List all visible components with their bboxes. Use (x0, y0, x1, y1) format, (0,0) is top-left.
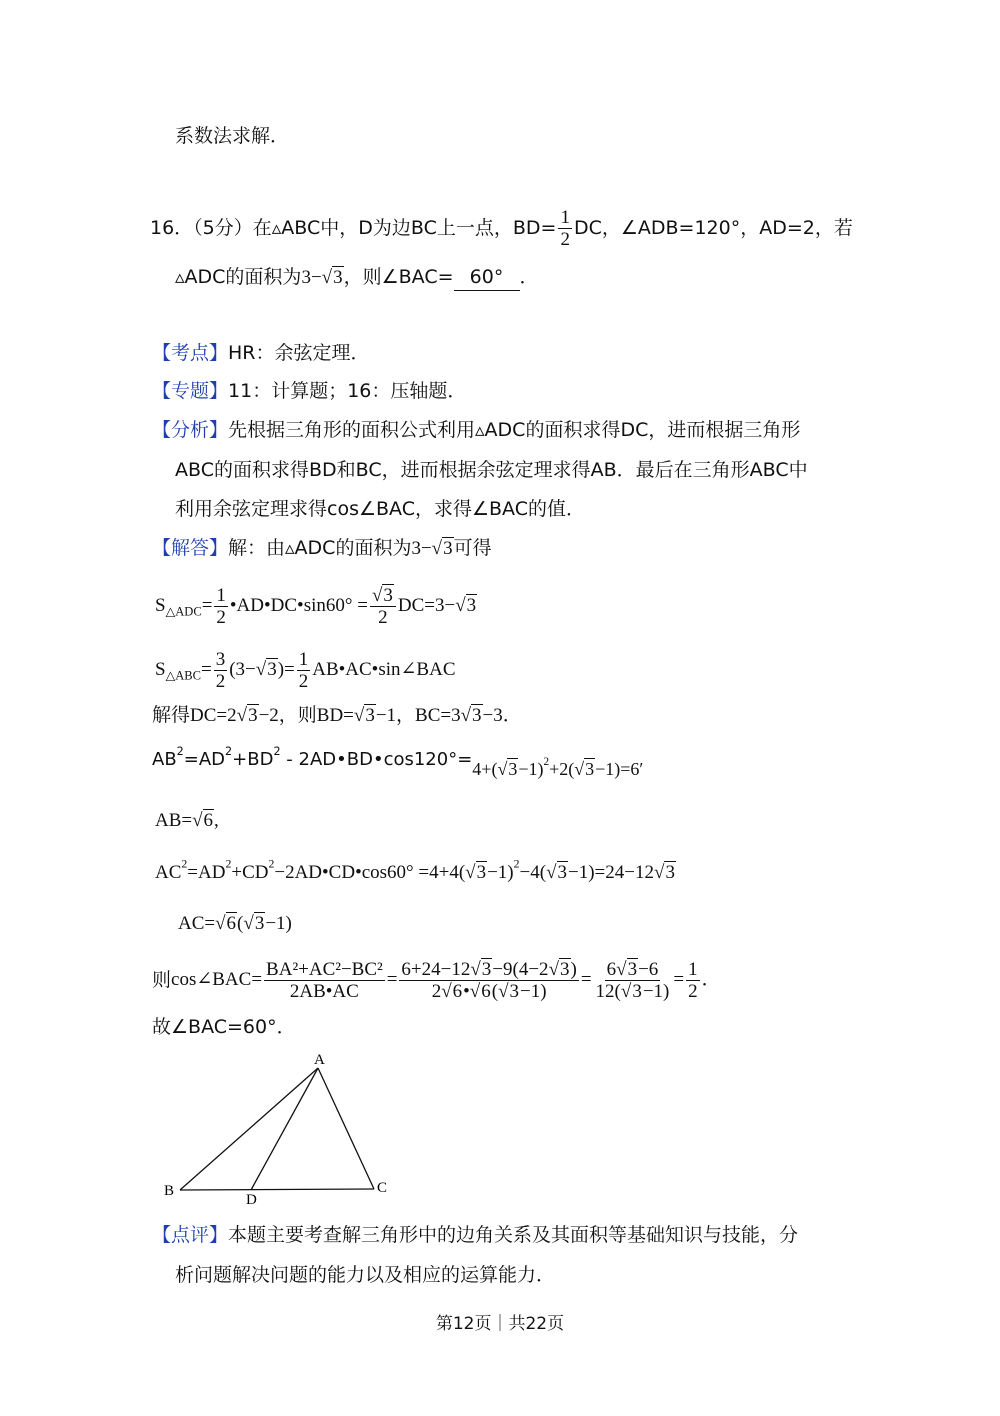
formula-ab-squared: $AB^2=AD^2+BD^2$ - $2AD•BD•\cos 120^\circ=4+(√3-1)^2+2(√3-1)=6'$ (152, 744, 644, 779)
three-minus-root3: 3−√3 (301, 267, 343, 288)
zhuanti-tag: 【专题】 (152, 380, 229, 402)
segment-ab (180, 1068, 318, 1190)
fenxi-line3: 利用余弦定理求得cos∠BAC，求得∠BAC的值． (175, 498, 585, 520)
page-footer: 第12页｜共22页 (435, 1314, 565, 1334)
q16-text-b: DC，∠ADB=120°，AD=2，若 (573, 217, 853, 239)
three-minus-root3: 3−√3 (411, 538, 453, 559)
fenxi-tag: 【分析】 (152, 419, 229, 441)
formula-ac: AC=√6(√3−1) (178, 913, 292, 934)
conclusion-line: 故∠BAC=60°． (152, 1016, 296, 1038)
solve-line: 解得DC=2√3−2，则BD=√3−1，BC=3√3−3． (152, 705, 522, 726)
q16-text-a: 16．（5分）在▵ABC中，D为边BC上一点，BD= (150, 217, 557, 239)
fraction-one-half: $\frac{1}{2}$ (560, 207, 570, 250)
dianping-line2: 析问题解决问题的能力以及相应的运算能力． (175, 1264, 556, 1286)
label-a: A (314, 1052, 325, 1068)
q16-text-c: ▵ADC的面积为 (175, 266, 302, 288)
label-c: C (377, 1180, 388, 1196)
formula-ab: AB=√6, (155, 810, 219, 831)
label-b: B (164, 1183, 175, 1199)
answer-blank: 60° (454, 264, 520, 291)
jieda-text: 解：由▵ADC的面积为 (228, 537, 412, 559)
q16-text-d: ，则∠BAC= (343, 266, 454, 288)
label-d: D (246, 1192, 257, 1208)
text-line: 系数法求解． (175, 125, 290, 147)
zhuanti-line (152, 378, 466, 404)
jieda-tail: 可得 (453, 537, 492, 559)
zhuanti-text: 11：计算题；16：压轴题． (228, 380, 467, 402)
q16-text-e: ． (519, 266, 539, 288)
dianping-text-1: 本题主要考查解三角形中的边角关系及其面积等基础知识与技能，分 (228, 1224, 799, 1246)
segment-ad (251, 1068, 318, 1190)
kaodian-text: HR：余弦定理． (228, 342, 370, 364)
formula-s-adc: $S_{\triangle ADC}=$ $\frac{1}{2}$ •AD•DC•sin60° = $\frac{√3}{2}$ DC=3−√3 (155, 585, 477, 628)
cos-prefix: 则 (152, 969, 172, 991)
segment-bc (180, 1189, 374, 1190)
question-16-line2 (175, 264, 539, 291)
jieda-line (152, 535, 492, 562)
fenxi-line2: ABC的面积求得BD和BC，进而根据余弦定理求得AB．最后在三角形ABC中 (175, 459, 808, 481)
formula-ac-squared: $AC^2=AD^2+CD^2-2AD•CD•\cos 60^\circ =4+4(√3-1)^2-4(√3-1)=24-12√3$ (155, 857, 675, 883)
kaodian-line (152, 340, 370, 366)
formula-cos-bac: 则 cos∠BAC= $\frac{\text{BA²+AC²−BC²}}{2AB•AC}$ = $\frac{6+24-12√3-9(4-2√3)}{2√6•√6(√3-1)}$ = $\frac{6√3-6}{12(√3-1)}$ = $\frac{1}{2}$ ． (152, 955, 721, 1005)
triangle-figure (150, 1045, 410, 1210)
dianping-tag: 【点评】 (152, 1224, 229, 1246)
jieda-tag: 【解答】 (152, 537, 229, 559)
dianping-line1 (152, 1222, 798, 1248)
question-16-line1 (150, 208, 853, 249)
fenxi-text-1: 先根据三角形的面积公式利用▵ADC的面积求得DC，进而根据三角形 (228, 419, 801, 441)
fenxi-line1 (152, 417, 800, 443)
kaodian-tag: 【考点】 (152, 342, 229, 364)
formula-s-abc: $S_{\triangle ABC}=$ $\frac{3}{2}$ (3−√3)= $\frac{1}{2}$ AB•AC•sin∠BAC (155, 649, 456, 692)
segment-ac (318, 1068, 374, 1189)
